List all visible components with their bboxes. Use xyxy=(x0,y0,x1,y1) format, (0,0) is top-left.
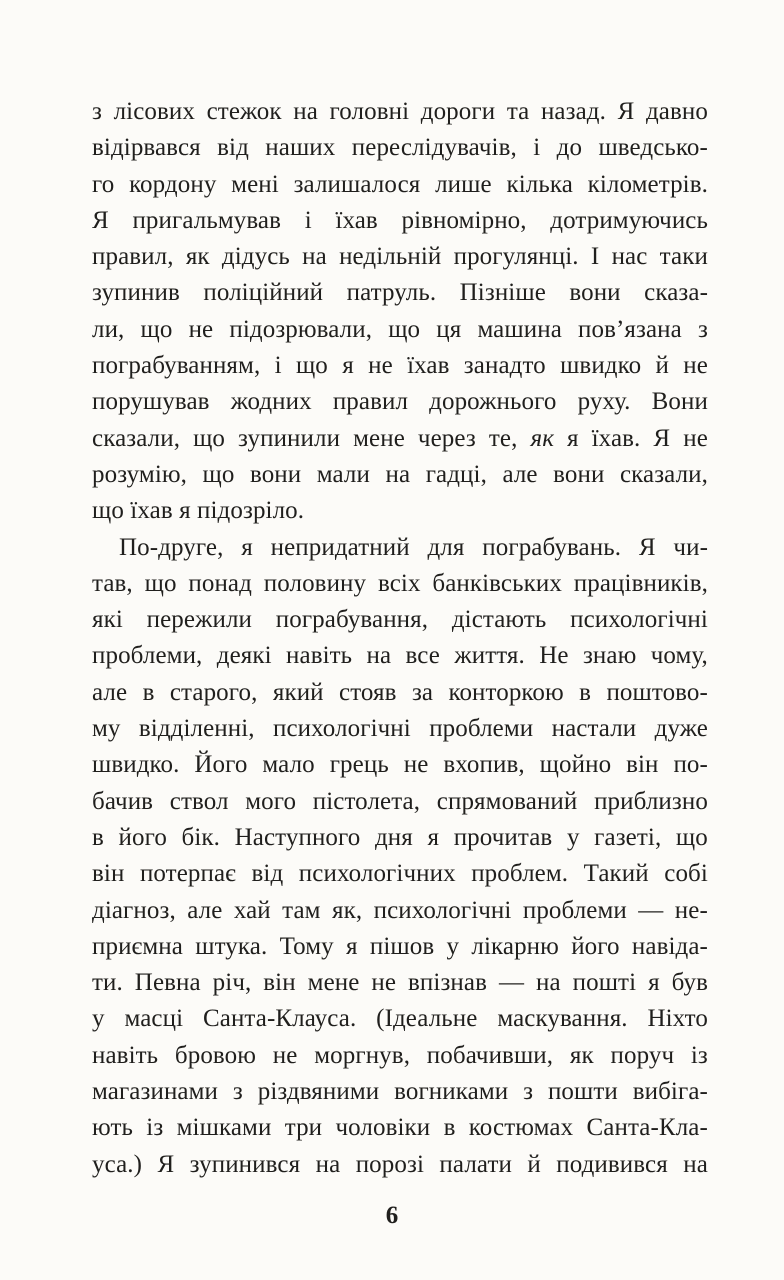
word: все xyxy=(405,642,441,670)
word: й xyxy=(655,352,669,380)
word: лікарню xyxy=(471,932,559,960)
word: деякі xyxy=(216,642,272,670)
word: сказали, xyxy=(619,460,708,488)
word: поліційний xyxy=(203,279,324,307)
word: Я xyxy=(92,206,109,234)
word: мене xyxy=(353,424,405,452)
word: я xyxy=(241,533,253,561)
word: у xyxy=(446,932,460,960)
word: пістолета, xyxy=(312,787,421,815)
text-line xyxy=(92,856,708,892)
text-line xyxy=(92,602,708,638)
word: магазинами xyxy=(92,1078,219,1106)
word: поштово- xyxy=(606,678,708,706)
word: лісових xyxy=(113,98,195,125)
word: різдвяними xyxy=(257,1078,380,1106)
word: дня xyxy=(374,823,413,851)
word: Його xyxy=(194,751,248,779)
word: і xyxy=(274,352,282,380)
word: і xyxy=(533,134,541,162)
word: не xyxy=(403,751,429,779)
word: правил xyxy=(332,388,409,416)
word: що xyxy=(92,497,124,525)
word: чи- xyxy=(673,533,708,561)
word: я xyxy=(345,932,358,960)
word: костюмах xyxy=(468,1114,574,1142)
word: їхав. xyxy=(591,424,641,452)
text-line xyxy=(92,167,708,203)
word: його xyxy=(571,932,620,960)
italic-word: як xyxy=(530,424,554,452)
word: кордону xyxy=(129,170,217,198)
word: вони xyxy=(553,460,605,488)
word: які xyxy=(92,606,123,634)
word: давно xyxy=(645,98,708,125)
word: пережили xyxy=(146,606,253,634)
text-line xyxy=(92,457,708,493)
word: впізнав xyxy=(408,969,487,997)
word: вхопив, xyxy=(443,751,525,779)
word: вони xyxy=(249,460,302,488)
word: вони xyxy=(569,279,621,307)
word: він xyxy=(92,860,125,888)
word: що xyxy=(140,315,173,343)
word: банківських xyxy=(432,569,562,597)
text-line xyxy=(92,530,708,566)
word: гадці, xyxy=(425,460,487,488)
word: шведсько- xyxy=(598,134,708,162)
text-line xyxy=(92,675,708,711)
word: психологічні xyxy=(272,715,411,743)
word: дідусь xyxy=(221,243,290,271)
word: проблеми xyxy=(522,896,627,924)
text-line xyxy=(92,239,708,275)
word: проблеми, xyxy=(92,642,203,670)
text-line xyxy=(92,421,708,457)
word: занадто xyxy=(463,352,546,380)
word: кілометрів. xyxy=(587,170,708,198)
word: дуже xyxy=(654,715,708,743)
word: їхав xyxy=(407,352,450,380)
word: відділенні, xyxy=(138,715,255,743)
word: та xyxy=(506,98,530,125)
word: зупинив xyxy=(92,279,180,307)
word: на xyxy=(366,642,392,670)
word: в xyxy=(142,678,155,706)
word: їхав xyxy=(123,497,173,525)
word: приблизно xyxy=(594,787,708,815)
word: вибіга- xyxy=(632,1078,708,1106)
word: пригальмував xyxy=(132,206,282,234)
word: що xyxy=(144,569,177,597)
word: в xyxy=(443,1114,456,1142)
text-line xyxy=(92,784,708,820)
word: його xyxy=(118,823,167,851)
word: навіть xyxy=(92,1041,159,1069)
word: як xyxy=(185,243,210,271)
word: річ, xyxy=(212,969,252,997)
word: бровою xyxy=(174,1041,257,1069)
word: жодних xyxy=(230,388,312,416)
word: патруль. xyxy=(346,279,437,307)
word: й xyxy=(527,1150,541,1178)
text-line xyxy=(92,893,708,929)
word: я xyxy=(427,823,440,851)
word: маскування. xyxy=(497,1005,628,1033)
text-line xyxy=(92,312,708,348)
word: конторкою xyxy=(448,678,564,706)
word: газеті, xyxy=(594,823,662,851)
word: І xyxy=(590,243,600,271)
word: навіть xyxy=(286,642,353,670)
word: підозріло. xyxy=(190,497,305,525)
word: дорожнього xyxy=(429,388,557,416)
word: що xyxy=(193,424,226,452)
word: не xyxy=(683,352,708,380)
text-line xyxy=(92,1001,708,1037)
word: Я xyxy=(638,533,656,561)
word: я xyxy=(648,969,660,997)
word: психологічні xyxy=(373,896,512,924)
word: проблеми xyxy=(429,715,534,743)
word: побачивши, xyxy=(426,1041,554,1069)
word: кілька xyxy=(506,170,573,198)
word: — xyxy=(498,969,525,997)
word: понад xyxy=(188,569,252,597)
word: що xyxy=(388,315,421,343)
word: що xyxy=(295,352,328,380)
word: ця xyxy=(436,315,462,343)
word: зупинився xyxy=(189,1150,301,1178)
word: з xyxy=(697,315,708,343)
word: знаю xyxy=(582,642,637,670)
word: за xyxy=(411,678,434,706)
text-line xyxy=(92,384,708,420)
word: у xyxy=(566,823,580,851)
word: пішов xyxy=(369,932,435,960)
word: мене xyxy=(307,969,360,997)
word: пограбувань. xyxy=(482,533,622,561)
text-line xyxy=(92,1074,708,1110)
word: в xyxy=(579,678,592,706)
word: який xyxy=(272,678,324,706)
word: половину xyxy=(263,569,367,597)
word: але xyxy=(502,460,538,488)
word: але xyxy=(92,678,128,706)
word: пограбуванням, xyxy=(92,352,261,380)
word: бачив xyxy=(92,787,154,815)
word: відірвався xyxy=(92,134,201,162)
word: на xyxy=(315,1150,341,1178)
word: дороги xyxy=(420,98,496,125)
word: що xyxy=(675,823,708,851)
word: чоловіки xyxy=(335,1114,431,1142)
word: собі xyxy=(664,860,708,888)
word: нас xyxy=(611,243,648,271)
word: по- xyxy=(673,751,708,779)
word: але xyxy=(187,896,223,924)
word: правил, xyxy=(92,243,174,271)
word: приємна xyxy=(92,932,183,960)
word: Я xyxy=(617,98,635,125)
word: всіх xyxy=(377,569,421,597)
word: сказали, xyxy=(92,424,181,452)
text-line xyxy=(92,1110,708,1146)
word: руху. xyxy=(577,388,631,416)
word: Я xyxy=(157,1150,175,1178)
word: го xyxy=(92,170,115,198)
word: настали xyxy=(551,715,637,743)
word: життя. xyxy=(454,642,525,670)
word: розумію, xyxy=(92,460,188,488)
text-line xyxy=(92,493,708,529)
word: як xyxy=(569,1041,594,1069)
word: на xyxy=(535,969,561,997)
word: швидко. xyxy=(92,751,180,779)
word: порушував xyxy=(92,388,210,416)
word: лише xyxy=(435,170,492,198)
word: мені xyxy=(231,170,279,198)
word: мало xyxy=(262,751,315,779)
word: ли, xyxy=(92,315,125,343)
word: щойно xyxy=(539,751,612,779)
word: мого xyxy=(245,787,297,815)
text-line xyxy=(92,929,708,965)
word: назад. xyxy=(540,98,606,125)
word: подивився xyxy=(556,1150,668,1178)
word: Санта-Кла- xyxy=(586,1114,708,1142)
word: Ніхто xyxy=(647,1005,708,1033)
word: як, xyxy=(332,896,363,924)
word: бік. xyxy=(181,823,221,851)
text-line xyxy=(92,130,708,166)
word: прочитав xyxy=(453,823,553,851)
word: на xyxy=(293,98,318,125)
word: машина xyxy=(477,315,562,343)
word: дістають xyxy=(451,606,547,634)
text-line xyxy=(92,94,708,130)
word: му xyxy=(92,715,121,743)
word: ствол xyxy=(169,787,229,815)
text-line xyxy=(92,203,708,239)
word: головні xyxy=(329,98,410,125)
word: на xyxy=(302,243,327,271)
word: рівномірно, xyxy=(401,206,527,234)
word: із xyxy=(690,1041,708,1069)
word: з xyxy=(92,98,102,125)
word: я xyxy=(342,352,354,380)
word: швидко xyxy=(560,352,642,380)
word: потерпає xyxy=(139,860,237,888)
word: моргнув, xyxy=(314,1041,411,1069)
word: і xyxy=(304,206,312,234)
word: на xyxy=(683,1150,708,1178)
text-line xyxy=(92,638,708,674)
word: тав, xyxy=(92,569,133,597)
word: Вони xyxy=(651,388,708,416)
word: зупинили xyxy=(238,424,341,452)
word: там xyxy=(282,896,321,924)
word: Я xyxy=(653,424,671,452)
word: навіда- xyxy=(631,932,708,960)
word: психологічні xyxy=(570,606,708,634)
word: не- xyxy=(674,896,708,924)
word: від xyxy=(217,134,249,162)
word: я xyxy=(172,497,191,525)
word: наших xyxy=(265,134,336,162)
word: не xyxy=(188,315,214,343)
word: я xyxy=(567,424,579,452)
word: переслідувачів, xyxy=(351,134,517,162)
word: масці xyxy=(124,1005,184,1033)
word: спрямований xyxy=(436,787,578,815)
word: Санта-Клауса. xyxy=(202,1005,357,1033)
word: був xyxy=(671,969,708,997)
word: не xyxy=(683,424,708,452)
word: з xyxy=(523,1078,534,1106)
word: чому, xyxy=(650,642,708,670)
word: проблем. xyxy=(471,860,569,888)
word: мішками xyxy=(176,1114,272,1142)
word: прогулянці. xyxy=(453,243,579,271)
word: Тому xyxy=(279,932,334,960)
word: ти. xyxy=(92,969,123,997)
word: із xyxy=(146,1114,164,1142)
text-line xyxy=(92,747,708,783)
word: сказа- xyxy=(644,279,708,307)
body-text xyxy=(92,94,708,1183)
text-line xyxy=(92,275,708,311)
word: на xyxy=(385,460,411,488)
word: хай xyxy=(233,896,271,924)
word: те, xyxy=(488,424,518,452)
word: уса.) xyxy=(92,1150,143,1178)
word: психологічних xyxy=(298,860,456,888)
word: він xyxy=(626,751,659,779)
word: діагноз, xyxy=(92,896,176,924)
word: пов’язана xyxy=(578,315,682,343)
word: від xyxy=(251,860,284,888)
word: пограбування, xyxy=(275,606,429,634)
word: залишалося xyxy=(293,170,421,198)
word: Такий xyxy=(583,860,649,888)
word: через xyxy=(417,424,476,452)
word: Не xyxy=(539,642,569,670)
word: пошти xyxy=(547,1078,618,1106)
word: порозі xyxy=(355,1150,425,1178)
word: три xyxy=(284,1114,323,1142)
word: старого, xyxy=(169,678,258,706)
word: що xyxy=(202,460,235,488)
word: стояв xyxy=(339,678,397,706)
word: непридатний xyxy=(270,533,410,561)
word: Наступного xyxy=(234,823,361,851)
word: поруч xyxy=(610,1041,675,1069)
word: з xyxy=(232,1078,243,1106)
word: у xyxy=(92,1005,105,1033)
text-line xyxy=(92,566,708,602)
word: дотримуючись xyxy=(550,206,708,234)
word: стежок xyxy=(206,98,282,125)
word: не xyxy=(371,969,397,997)
word: Пізніше xyxy=(459,279,546,307)
word: до xyxy=(556,134,583,162)
word: штука. xyxy=(195,932,268,960)
word: мали xyxy=(316,460,370,488)
word: По-друге, xyxy=(119,533,224,561)
word: для xyxy=(427,533,465,561)
word: — xyxy=(638,896,664,924)
word: в xyxy=(92,823,104,851)
text-line xyxy=(92,711,708,747)
word: їхав xyxy=(335,206,378,234)
text-line xyxy=(92,348,708,384)
word: не xyxy=(272,1041,298,1069)
word: таки xyxy=(659,243,708,271)
word: пошті xyxy=(572,969,637,997)
word: (Ідеальне xyxy=(376,1005,478,1033)
word: палати xyxy=(439,1150,512,1178)
text-line xyxy=(92,1038,708,1074)
word: підозрювали, xyxy=(229,315,373,343)
word: вогниками xyxy=(394,1078,509,1106)
word: він xyxy=(263,969,296,997)
word: грець xyxy=(329,751,389,779)
text-line xyxy=(92,965,708,1001)
page-number: 6 xyxy=(385,1202,399,1229)
text-line xyxy=(92,1147,708,1183)
word: недільній xyxy=(339,243,442,271)
word: Певна xyxy=(134,969,201,997)
word: працівників, xyxy=(573,569,708,597)
word: не xyxy=(368,352,393,380)
text-line xyxy=(92,820,708,856)
word: ють xyxy=(92,1114,133,1142)
